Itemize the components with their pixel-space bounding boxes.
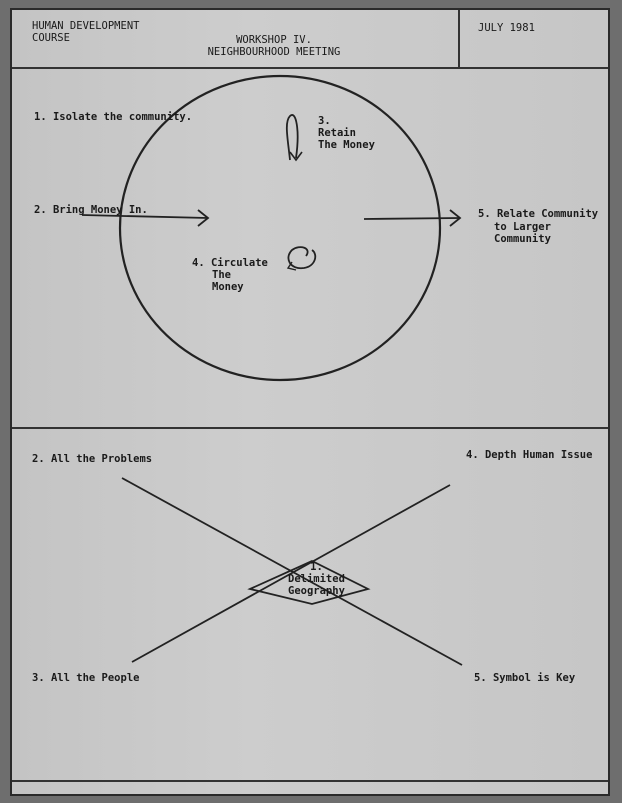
item-symbol-key: 5. Symbol is Key bbox=[474, 672, 576, 684]
item-delimited-geography: 1. Delimited Geography bbox=[288, 561, 345, 597]
workshop-label: WORKSHOP IV. bbox=[236, 34, 312, 46]
circulate-swirl bbox=[288, 247, 315, 268]
course-title: HUMAN DEVELOPMENT COURSE bbox=[32, 20, 140, 44]
retain-loop bbox=[287, 115, 298, 160]
item-problems: 2. All the Problems bbox=[32, 453, 153, 465]
step-circulate: 4. Circulate The Money bbox=[192, 257, 268, 293]
step-isolate: 1. Isolate the community. bbox=[34, 111, 193, 123]
meeting-label: NEIGHBOURHOOD MEETING bbox=[207, 46, 341, 58]
document-page bbox=[10, 8, 610, 796]
step-retain: 3. Retain The Money bbox=[318, 115, 375, 151]
step-bring-money: 2. Bring Money In. bbox=[34, 204, 148, 216]
document-date: JULY 1981 bbox=[478, 22, 535, 34]
item-depth-human-issue: 4. Depth Human Issue bbox=[466, 449, 593, 461]
item-people: 3. All the People bbox=[32, 672, 140, 684]
relate-arrow bbox=[364, 218, 460, 219]
step-relate: 5. Relate Community to Larger Community bbox=[478, 208, 599, 245]
